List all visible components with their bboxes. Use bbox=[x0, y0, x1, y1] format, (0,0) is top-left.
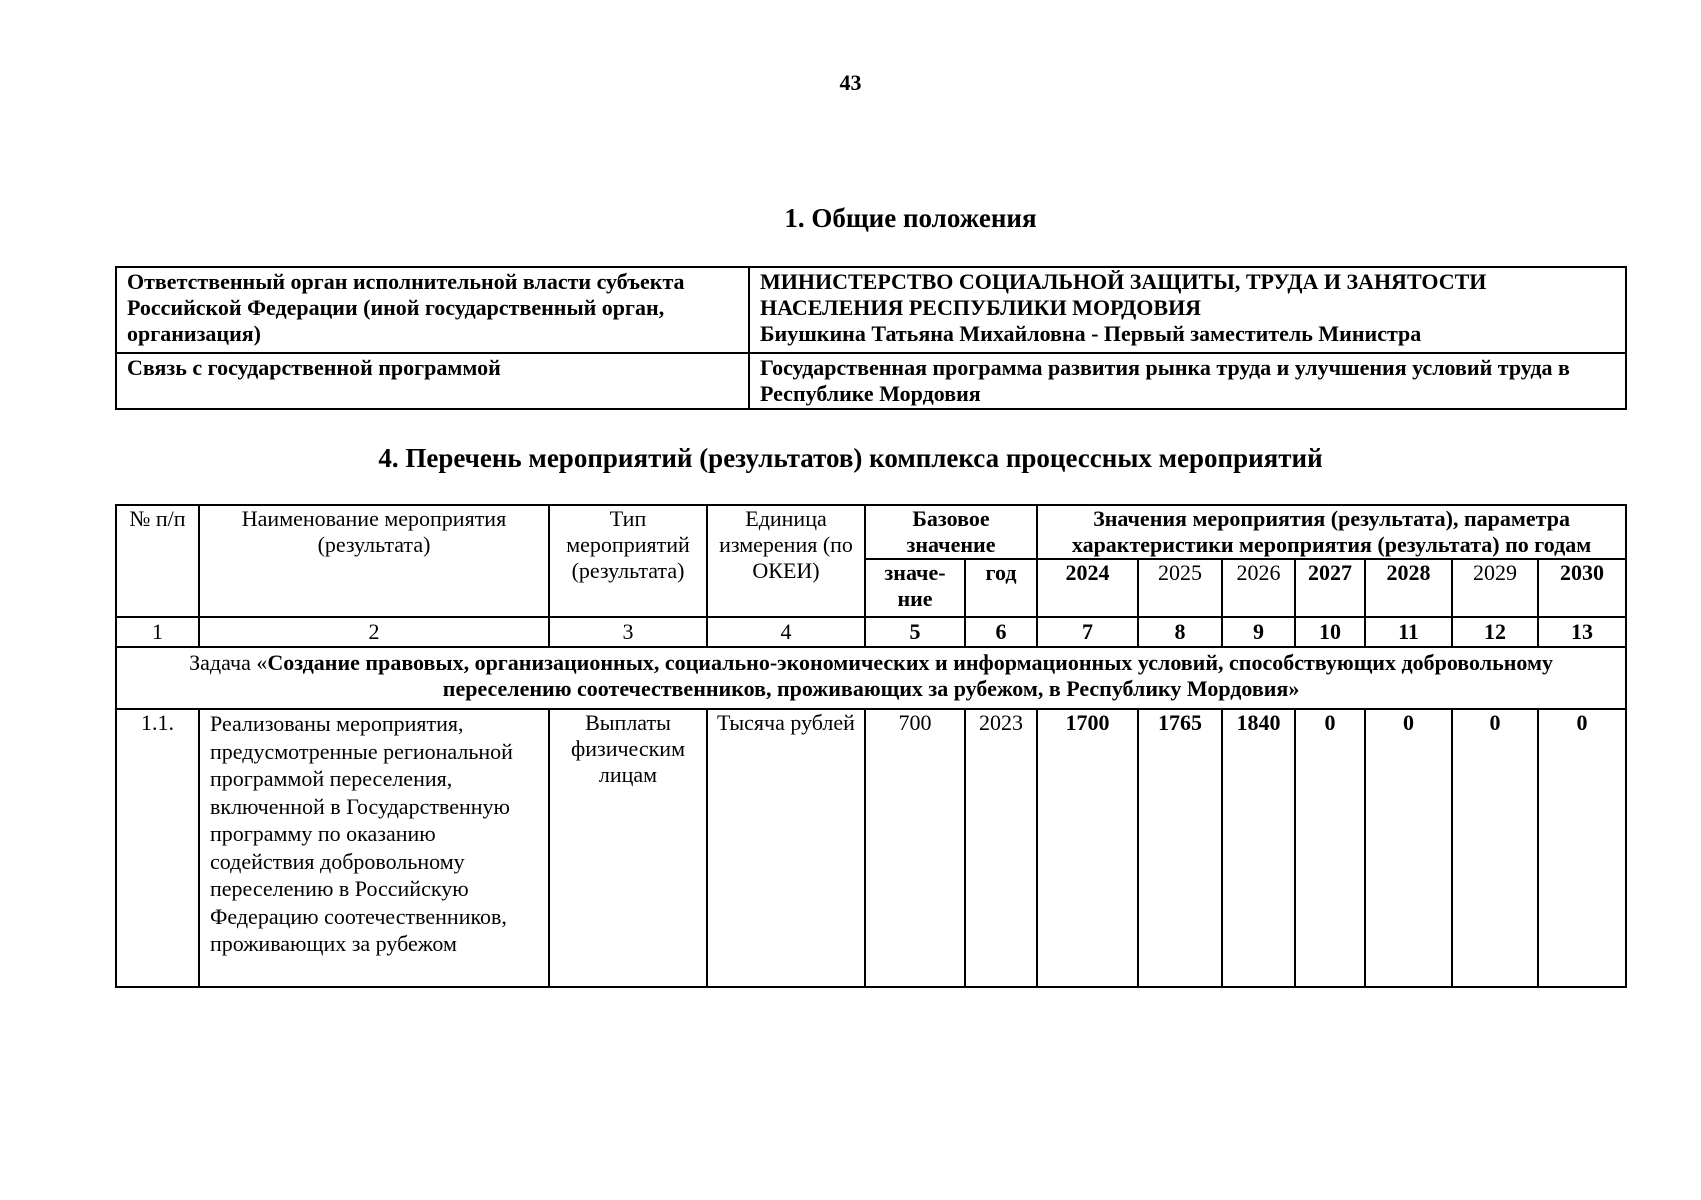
column-number: 1 bbox=[116, 617, 199, 647]
section-heading-general: 1. Общие положения bbox=[784, 203, 1037, 233]
row-value: 1700 bbox=[1037, 709, 1138, 987]
header-year: 2024 bbox=[1037, 559, 1138, 617]
row-base-value: 700 bbox=[865, 709, 965, 987]
header-year: 2026 bbox=[1222, 559, 1295, 617]
column-number-row bbox=[116, 617, 1626, 647]
header-values-by-year: Значения мероприятия (результата), параметра характеристики мероприятия (результата) по годам bbox=[1037, 505, 1626, 559]
program-link-label: Связь с государственной программой bbox=[116, 353, 749, 409]
section-heading-measures: 4. Перечень мероприятий (результатов) комплекса процессных мероприятий bbox=[378, 443, 1323, 473]
column-number: 3 bbox=[549, 617, 707, 647]
header-year: 2029 bbox=[1452, 559, 1538, 617]
column-number: 5 bbox=[865, 617, 965, 647]
column-number: 6 bbox=[965, 617, 1037, 647]
header-base: Базовое значение bbox=[865, 505, 1037, 559]
program-link-value: Государственная программа развития рынка труда и улучшения условий труда в Республике Мордовия bbox=[749, 353, 1626, 409]
responsible-person: Биушкина Татьяна Михайловна - Первый заместитель Министра bbox=[760, 321, 1422, 346]
task-prefix: Задача « bbox=[189, 650, 268, 675]
responsible-body-label: Ответственный орган исполнительной власти субъекта Российской Федерации (иной государственный орган, организация) bbox=[116, 267, 749, 353]
row-num: 1.1. bbox=[116, 709, 199, 987]
table-row bbox=[116, 709, 1626, 987]
page-number: 43 bbox=[839, 70, 862, 95]
table-row bbox=[116, 267, 1626, 353]
header-row bbox=[116, 505, 1626, 559]
column-number: 13 bbox=[1538, 617, 1626, 647]
ministry-name: МИНИСТЕРСТВО СОЦИАЛЬНОЙ ЗАЩИТЫ, ТРУДА И ЗАНЯТОСТИ НАСЕЛЕНИЯ РЕСПУБЛИКИ МОРДОВИЯ bbox=[760, 269, 1487, 320]
header-base-value: значе-ние bbox=[865, 559, 965, 617]
row-value: 1765 bbox=[1138, 709, 1222, 987]
general-provisions-table bbox=[115, 266, 1627, 410]
header-year: 2027 bbox=[1295, 559, 1365, 617]
header-type: Тип мероприятий (результата) bbox=[549, 505, 707, 617]
task-text: Создание правовых, организационных, социально-экономических и информационных условий, способствующих добровольному переселению соотечественников, проживающих за рубежом, в Республику Мордовия» bbox=[267, 650, 1553, 701]
header-year: 2030 bbox=[1538, 559, 1626, 617]
header-year: 2028 bbox=[1365, 559, 1452, 617]
header-base-year: год bbox=[965, 559, 1037, 617]
header-num: № п/п bbox=[116, 505, 199, 617]
row-base-year: 2023 bbox=[965, 709, 1037, 987]
row-unit: Тысяча рублей bbox=[707, 709, 865, 987]
column-number: 7 bbox=[1037, 617, 1138, 647]
responsible-body-value bbox=[749, 267, 1626, 353]
row-value: 1840 bbox=[1222, 709, 1295, 987]
row-value: 0 bbox=[1365, 709, 1452, 987]
row-type: Выплаты физическим лицам bbox=[549, 709, 707, 987]
column-number: 12 bbox=[1452, 617, 1538, 647]
header-year: 2025 bbox=[1138, 559, 1222, 617]
task-row bbox=[116, 647, 1626, 709]
row-value: 0 bbox=[1538, 709, 1626, 987]
header-name: Наименование мероприятия (результата) bbox=[199, 505, 549, 617]
task-cell bbox=[116, 647, 1626, 709]
column-number: 2 bbox=[199, 617, 549, 647]
row-value: 0 bbox=[1295, 709, 1365, 987]
column-number: 8 bbox=[1138, 617, 1222, 647]
column-number: 4 bbox=[707, 617, 865, 647]
column-number: 10 bbox=[1295, 617, 1365, 647]
table-row bbox=[116, 353, 1626, 409]
row-name: Реализованы мероприятия, предусмотренные региональной программой переселения, включенной в Государственную программу по оказанию содействия добровольному переселению в Российскую Федерацию соотечественников, проживающих за рубежом bbox=[199, 709, 549, 987]
header-unit: Единица измерения (по ОКЕИ) bbox=[707, 505, 865, 617]
column-number: 9 bbox=[1222, 617, 1295, 647]
column-number: 11 bbox=[1365, 617, 1452, 647]
measures-table bbox=[115, 504, 1627, 988]
row-value: 0 bbox=[1452, 709, 1538, 987]
